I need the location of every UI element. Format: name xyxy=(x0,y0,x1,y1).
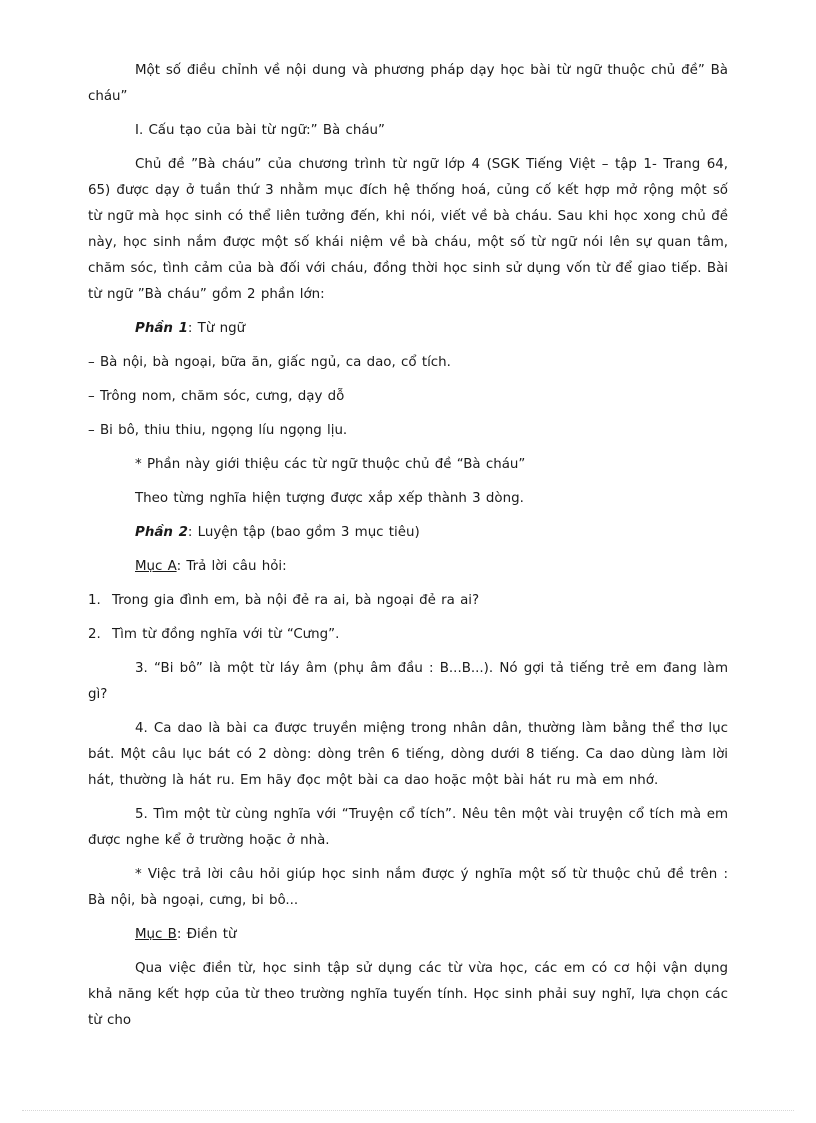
question-2-text: Tìm từ đồng nghĩa với từ “Cưng”. xyxy=(112,627,340,642)
part-2-label: Phần 2 xyxy=(135,525,188,540)
part-1-heading xyxy=(88,316,728,342)
question-4: 4. Ca dao là bài ca được truyền miệng trong nhân dân, thường làm bằng thể thơ lục bát. Một câu lục bát có 2 dòng: dòng trên 6 tiếng, dòng dưới 8 tiếng. Ca dao dùng làm lời hát, thường là hát ru. Em hãy đọc một bài ca dao hoặc một bài hát ru mà em nhớ. xyxy=(88,721,728,788)
muc-b-heading xyxy=(88,922,728,948)
question-2-number: 2. xyxy=(88,627,101,642)
word-list-line-2: – Trông nom, chăm sóc, cưng, dạy dỗ xyxy=(88,389,345,404)
word-list-line-3: – Bi bô, thiu thiu, ngọng líu ngọng lịu. xyxy=(88,423,348,438)
part-1-text: : Từ ngữ xyxy=(187,321,246,336)
muc-a-heading xyxy=(88,554,728,580)
question-5: 5. Tìm một từ cùng nghĩa với “Truyện cổ tích”. Nêu tên một vài truyện cổ tích mà em được nghe kể ở trường hoặc ở nhà. xyxy=(88,807,728,848)
intro-paragraph: Chủ đề ”Bà cháu” của chương trình từ ngữ lớp 4 (SGK Tiếng Việt – tập 1- Trang 64, 65) được dạy ở tuần thứ 3 nhằm mục đích hệ thống hoá, củng cố kết hợp mở rộng một số từ ngữ mà học sinh có thể liên tưởng đến, khi nói, viết về bà cháu. Sau khi học xong chủ đề này, học sinh nắm được một số khái niệm về bà cháu, một số từ ngữ nói lên sự quan tâm, chăm sóc, tình cảm của bà đối với cháu, đồng thời học sinh sử dụng vốn từ để giao tiếp. Bài từ ngữ ”Bà cháu” gồm 2 phần lớn: xyxy=(88,157,728,302)
question-3: 3. “Bi bô” là một từ láy âm (phụ âm đầu : B...B...). Nó gợi tả tiếng trẻ em đang làm gì? xyxy=(88,661,728,702)
note-paragraph: * Phần này giới thiệu các từ ngữ thuộc chủ đề “Bà cháu” xyxy=(135,457,526,472)
summary-note: * Việc trả lời câu hỏi giúp học sinh nắm được ý nghĩa một số từ thuộc chủ đề trên : Bà nội, bà ngoại, cưng, bi bô... xyxy=(88,867,728,908)
question-1-text: Trong gia đình em, bà nội đẻ ra ai, bà ngoại đẻ ra ai? xyxy=(112,593,480,608)
page-bottom-divider xyxy=(22,1110,794,1111)
muc-a-text: : Trả lời câu hỏi: xyxy=(176,559,287,574)
muc-b-label: Mục B xyxy=(135,927,177,942)
closing-paragraph: Qua việc điền từ, học sinh tập sử dụng các từ vừa học, các em có cơ hội vận dụng khả năng kết hợp của từ theo trường nghĩa tuyến tính. Học sinh phải suy nghĩ, lựa chọn các từ cho xyxy=(88,961,728,1028)
section-heading: I. Cấu tạo của bài từ ngữ:” Bà cháu” xyxy=(135,123,385,138)
question-2 xyxy=(88,622,728,648)
word-list-line-1: – Bà nội, bà ngoại, bữa ăn, giấc ngủ, ca dao, cổ tích. xyxy=(88,355,451,370)
part-2-text: : Luyện tập (bao gồm 3 mục tiêu) xyxy=(187,525,420,540)
question-1-number: 1. xyxy=(88,593,101,608)
part-2-heading xyxy=(88,520,728,546)
document-page xyxy=(88,58,728,1042)
muc-b-text: : Điền từ xyxy=(176,927,237,942)
part-1-label: Phần 1 xyxy=(135,321,188,336)
title-line: Một số điều chỉnh về nội dung và phương pháp dạy học bài từ ngữ thuộc chủ đề” Bà cháu” xyxy=(88,63,728,104)
arrangement-note: Theo từng nghĩa hiện tượng được xắp xếp thành 3 dòng. xyxy=(135,491,524,506)
question-1 xyxy=(88,588,728,614)
muc-a-label: Mục A xyxy=(135,559,177,574)
